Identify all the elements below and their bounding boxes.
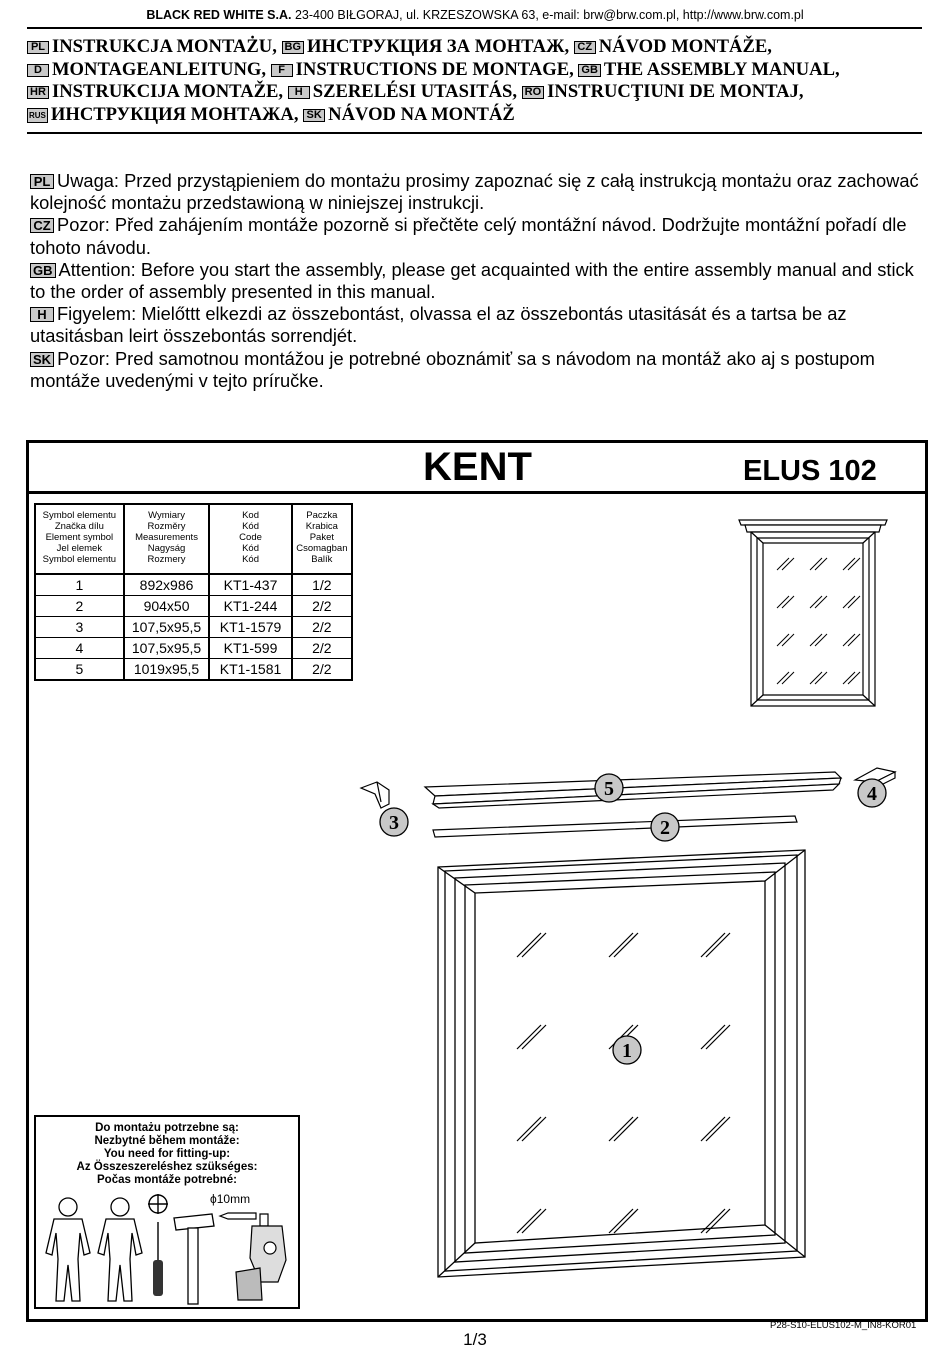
language-badge: H — [288, 86, 310, 99]
company-address: 23-400 BIŁGORAJ, ul. KRZESZOWSKA 63, e-mail: brw@brw.com.pl, http://www.brw.com.pl — [291, 8, 804, 22]
title-text: ИНСТРУКЦИЯ МОНТАЖА, — [50, 103, 304, 125]
table-cell: KT1-1579 — [209, 617, 291, 638]
table-cell: 2/2 — [292, 638, 352, 659]
product-name: KENT — [423, 445, 532, 489]
power-drill-icon — [230, 1212, 290, 1302]
part-marker-label: 1 — [622, 1040, 632, 1062]
language-badge: PL — [30, 174, 54, 189]
table-cell: 1019x95,5 — [124, 659, 210, 681]
note-text: Pozor: Před zahájením montáže pozorně si přečtěte celý montážní návod. Dodržujte montážní pořadí dle tohoto návodu. — [30, 214, 907, 258]
note-text: Pozor: Pred samotnou montážou je potrebné oboznámiť sa s návodom na montáž ako aj s postupom montáže uvedenými v tejto príručke. — [30, 347, 875, 391]
language-badge: SK — [303, 109, 325, 122]
table-cell: KT1-1581 — [209, 659, 291, 681]
language-badge: D — [27, 64, 49, 77]
language-badge: CZ — [30, 218, 54, 233]
tools-line: Nezbytné během montáže: — [94, 1135, 240, 1147]
title-text: NÁVOD NA MONTÁŽ — [328, 103, 515, 125]
table-header-cell: Wymiary Rozměry Measurements Nagyság Rozmery — [124, 504, 210, 574]
hammer-icon — [172, 1212, 216, 1307]
table-header-cell: Paczka Krabica Paket Csomagban Balík — [292, 504, 352, 574]
part-marker-label: 3 — [389, 812, 399, 834]
table-cell: 107,5x95,5 — [124, 617, 210, 638]
tools-heading — [34, 1122, 300, 1187]
table-cell: 1 — [35, 574, 124, 596]
table-cell: KT1-599 — [209, 638, 291, 659]
table-cell: KT1-244 — [209, 596, 291, 617]
part-marker-label: 2 — [660, 817, 670, 839]
title-text: INSTRUCŢIUNI DE MONTAJ, — [547, 81, 804, 102]
language-badge: RUS — [27, 108, 48, 123]
title-text: MONTAGEANLEITUNG, — [52, 58, 271, 80]
table-cell: 2 — [35, 596, 124, 617]
table-cell: 4 — [35, 638, 124, 659]
title-text: SZERELÉSI UTASITÁS, — [312, 81, 522, 102]
table-cell: 904x50 — [124, 596, 210, 617]
language-badge: CZ — [574, 41, 596, 54]
language-badge: BG — [282, 41, 305, 54]
title-text: NÁVOD MONTÁŽE, — [598, 36, 772, 57]
title-text: INSTRUCTIONS DE MONTAGE, — [295, 58, 579, 80]
title-text: INSTRUKCJA MONTAŻU, — [52, 36, 282, 57]
table-cell: 2/2 — [292, 596, 352, 617]
language-badge: PL — [27, 41, 49, 54]
tools-line: Počas montáže potrebné: — [97, 1174, 237, 1186]
language-badge: F — [271, 64, 293, 77]
tools-line: Az Összeszereléshez szükséges: — [76, 1161, 258, 1173]
table-cell: 107,5x95,5 — [124, 638, 210, 659]
language-badge: GB — [30, 263, 56, 278]
table-header-cell: Kod Kód Code Kód Kód — [209, 504, 291, 574]
title-text: ИНСТРУКЦИЯ ЗА МОНТАЖ, — [307, 36, 574, 57]
language-badge: HR — [27, 86, 49, 99]
part-marker-label: 5 — [604, 778, 614, 800]
page-number: 1/3 — [463, 1330, 487, 1349]
table-cell: 1/2 — [292, 574, 352, 596]
language-badge: SK — [30, 352, 54, 367]
note-text: Attention: Before you start the assembly, please get acquainted with the entire assembly manual and stick to the order of assembly presented in this manual. — [30, 258, 914, 303]
table-cell: 2/2 — [292, 659, 352, 681]
table-cell: 5 — [35, 659, 124, 681]
person-icon — [92, 1195, 148, 1305]
phillips-screwdriver-icon — [143, 1192, 173, 1302]
title-text: THE ASSEMBLY MANUAL, — [603, 58, 840, 80]
product-code: ELUS 102 — [743, 455, 877, 487]
table-cell: 892x986 — [124, 574, 210, 596]
table-cell: 2/2 — [292, 617, 352, 638]
language-badge: RO — [522, 86, 545, 99]
note-text: Uwaga: Przed przystąpieniem do montażu prosimy zapoznać się z całą instrukcją montażu oraz zachować kolejność montażu przedstawioną w niniejszej instrukcji. — [30, 170, 919, 214]
drill-size-label: ϕ10mm — [210, 1192, 251, 1206]
table-cell: 3 — [35, 617, 124, 638]
tools-line: You need for fitting-up: — [103, 1148, 231, 1160]
part-marker-label: 4 — [867, 783, 877, 805]
person-icon — [40, 1195, 96, 1305]
table-cell: KT1-437 — [209, 574, 291, 596]
document-code: P28-S10-ELUS102-M_IN8-KOR01 — [770, 1320, 917, 1331]
language-badge: H — [30, 307, 54, 322]
company-name: BLACK RED WHITE S.A. — [146, 8, 292, 22]
table-header-cell: Symbol elementu Značka dílu Element symbol Jel elemek Symbol elementu — [35, 504, 124, 574]
note-text: Figyelem: Mielőttt elkezdi az összebontást, olvassa el az összebontás utasitását és a tartsa be az utasitásban leirt összebontás sorrendjét. — [30, 303, 847, 347]
language-badge: GB — [578, 64, 601, 77]
title-text: INSTRUKCIJA MONTAŽE, — [52, 81, 288, 102]
tools-line: Do montażu potrzebne są: — [95, 1122, 239, 1134]
